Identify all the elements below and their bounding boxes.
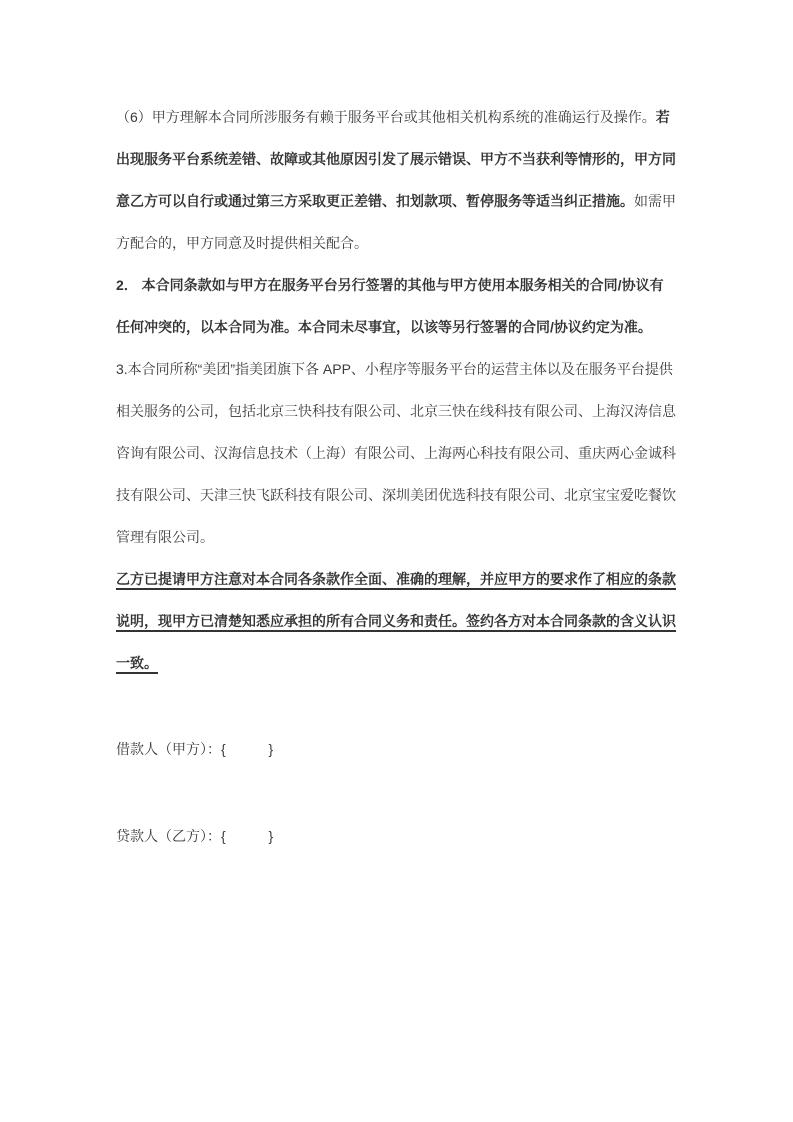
paragraph-acknowledgement — [116, 558, 677, 684]
contract-paragraphs — [116, 96, 677, 684]
text-segment: 乙方已提请甲方注意对本合同各条款作全面、准确的理解，并应甲方的要求作了相应的条款说明，现甲方已清楚知悉应承担的所有合同义务和责任。签约各方对本合同条款的含义认识一致。 — [116, 571, 676, 671]
text-segment: 如需甲方配合的，甲方同意及时提供相关配合。 — [116, 193, 676, 251]
text-segment: 若出现服务平台系统差错、故障或其他原因引发了展示错误、甲方不当获利等情形的，甲方同意乙方可以自行或通过第三方采取更正差错、扣划款项、暂停服务等适当纠正措施。 — [116, 109, 676, 209]
text-segment: （6）甲方理解本合同所涉服务有赖于服务平台或其他相关机构系统的准确运行及操作。 — [116, 109, 656, 125]
text-segment: 2． 本合同条款如与甲方在服务平台另行签署的其他与甲方使用本服务相关的合同/协议有任何冲突的，以本合同为准。本合同未尽事宜，以该等另行签署的合同/协议约定为准。 — [116, 277, 664, 335]
signature-block — [116, 728, 677, 857]
paragraph-clause-2 — [116, 264, 677, 348]
paragraph-clause-3 — [116, 348, 677, 558]
text-segment: 3.本合同所称“美团”指美团旗下各 APP、小程序等服务平台的运营主体以及在服务平台提供相关服务的公司，包括北京三快科技有限公司、北京三快在线科技有限公司、上海汉涛信息咨询有限公司、汉海信息技术（上海）有限公司、上海两心科技有限公司、重庆两心金诚科技有限公司、天津三快飞跃科技有限公司、深圳美团优选科技有限公司、北京宝宝爱吃餐饮管理有限公司。 — [116, 361, 676, 545]
signature-lender: 贷款人（乙方）：{ } — [116, 828, 274, 844]
paragraph-clause-6 — [116, 96, 677, 264]
signature-borrower: 借款人（甲方）：{ } — [116, 741, 274, 757]
